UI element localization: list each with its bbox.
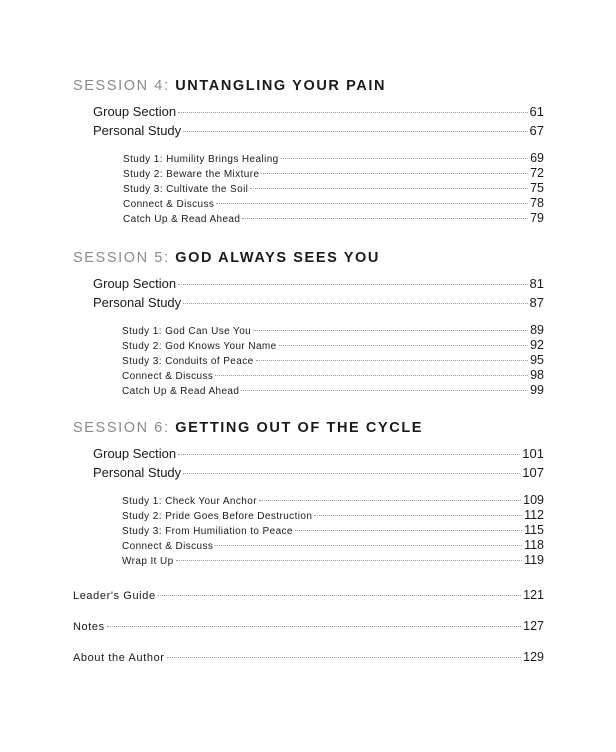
toc-entry-s5-study-2[interactable] (122, 338, 544, 354)
toc-page-number: 112 (524, 508, 544, 522)
toc-entry-label: Notes (73, 621, 105, 633)
toc-entry-about-the-author[interactable] (73, 650, 544, 666)
toc-entry-label: Group Section (93, 104, 177, 119)
dot-leader (279, 345, 528, 346)
toc-entry-label: Study 3: Cultivate the Soil (123, 184, 249, 195)
toc-entry-s4-catch-up[interactable] (123, 211, 544, 227)
toc-entry-s6-study-2[interactable] (122, 508, 544, 524)
toc-page-number: 89 (530, 323, 544, 337)
toc-page-number: 72 (530, 166, 544, 180)
dot-leader (281, 158, 528, 159)
dot-leader (183, 473, 520, 474)
toc-entry-label: Group Section (93, 446, 177, 461)
dot-leader (178, 454, 520, 455)
dot-leader (178, 112, 527, 113)
dot-leader (183, 303, 527, 304)
toc-entry-notes[interactable] (73, 619, 544, 635)
toc-entry-s4-connect-discuss[interactable] (123, 196, 544, 212)
dot-leader (158, 595, 521, 596)
toc-page-number: 107 (522, 465, 544, 480)
toc-entry-label: Study 3: Conduits of Peace (122, 356, 254, 367)
toc-entry-label: Leader's Guide (73, 590, 156, 602)
toc-entry-s4-personal-study[interactable] (93, 123, 544, 139)
toc-page-number: 99 (530, 383, 544, 397)
session-5-heading (73, 249, 553, 267)
session-6-prefix: SESSION 6: (73, 420, 170, 436)
toc-page-number: 121 (523, 588, 544, 602)
session-6-heading (73, 419, 553, 437)
toc-page-number: 127 (523, 619, 544, 633)
toc-entry-label: Connect & Discuss (122, 541, 214, 552)
session-5-prefix: SESSION 5: (73, 250, 170, 266)
toc-entry-s5-catch-up[interactable] (122, 383, 544, 399)
dot-leader (241, 390, 528, 391)
dot-leader (216, 203, 528, 204)
toc-page-number: 109 (523, 493, 544, 507)
dot-leader (261, 173, 528, 174)
toc-entry-label: Study 2: God Knows Your Name (122, 341, 277, 352)
session-4-prefix: SESSION 4: (73, 78, 170, 94)
toc-entry-label: Personal Study (93, 123, 182, 138)
toc-page-number: 79 (530, 211, 544, 225)
toc-page-number: 92 (530, 338, 544, 352)
dot-leader (215, 375, 528, 376)
toc-page-number: 75 (530, 181, 544, 195)
toc-page-number: 67 (529, 123, 544, 138)
toc-page-number: 95 (530, 353, 544, 367)
dot-leader (259, 500, 521, 501)
dot-leader (176, 560, 522, 561)
toc-entry-label: Catch Up & Read Ahead (123, 214, 241, 225)
toc-page-number: 69 (530, 151, 544, 165)
toc-entry-label: Personal Study (93, 295, 182, 310)
session-5-title: GOD ALWAYS SEES YOU (175, 250, 380, 266)
toc-page-number: 78 (530, 196, 544, 210)
session-4-title: UNTANGLING YOUR PAIN (175, 78, 387, 94)
toc-entry-label: Wrap It Up (122, 556, 174, 567)
toc-entry-s4-study-3[interactable] (123, 181, 544, 197)
toc-page-number: 87 (529, 295, 544, 310)
toc-entry-s6-group-section[interactable] (93, 446, 544, 462)
toc-entry-label: About the Author (73, 652, 165, 664)
toc-page-number: 115 (524, 523, 544, 537)
dot-leader (215, 545, 522, 546)
dot-leader (107, 626, 521, 627)
toc-entry-s6-study-1[interactable] (122, 493, 544, 509)
toc-entry-s4-group-section[interactable] (93, 104, 544, 120)
toc-entry-s6-study-3[interactable] (122, 523, 544, 539)
toc-entry-s5-connect-discuss[interactable] (122, 368, 544, 384)
session-4-heading (73, 77, 553, 95)
toc-entry-label: Study 2: Beware the Mixture (123, 169, 260, 180)
dot-leader (178, 284, 527, 285)
toc-entry-label: Study 3: From Humiliation to Peace (122, 526, 293, 537)
toc-entry-label: Connect & Discuss (122, 371, 214, 382)
toc-entry-s5-personal-study[interactable] (93, 295, 544, 311)
toc-page-number: 101 (522, 446, 544, 461)
toc-entry-s5-study-1[interactable] (122, 323, 544, 339)
dot-leader (250, 188, 528, 189)
dot-leader (295, 530, 522, 531)
dot-leader (256, 360, 529, 361)
toc-entry-label: Connect & Discuss (123, 199, 215, 210)
toc-entry-label: Study 1: Humility Brings Healing (123, 154, 279, 165)
toc-entry-s4-study-2[interactable] (123, 166, 544, 182)
toc-entry-label: Personal Study (93, 465, 182, 480)
toc-page-number: 129 (523, 650, 544, 664)
toc-entry-label: Group Section (93, 276, 177, 291)
dot-leader (314, 515, 522, 516)
toc-entry-s6-personal-study[interactable] (93, 465, 544, 481)
toc-entry-s6-wrap-it-up[interactable] (122, 553, 544, 569)
toc-page-number: 61 (529, 104, 544, 119)
toc-entry-s6-connect-discuss[interactable] (122, 538, 544, 554)
toc-entry-label: Study 2: Pride Goes Before Destruction (122, 511, 313, 522)
dot-leader (253, 330, 528, 331)
dot-leader (242, 218, 528, 219)
toc-entry-s5-group-section[interactable] (93, 276, 544, 292)
toc-entry-s5-study-3[interactable] (122, 353, 544, 369)
toc-entry-label: Study 1: Check Your Anchor (122, 496, 257, 507)
toc-entry-leaders-guide[interactable] (73, 588, 544, 604)
session-6-title: GETTING OUT OF THE CYCLE (175, 420, 424, 436)
dot-leader (183, 131, 527, 132)
toc-page-number: 98 (530, 368, 544, 382)
toc-page-number: 81 (529, 276, 544, 291)
toc-page-number: 119 (524, 553, 544, 567)
toc-entry-label: Study 1: God Can Use You (122, 326, 252, 337)
dot-leader (167, 657, 522, 658)
toc-entry-s4-study-1[interactable] (123, 151, 544, 167)
toc-page-number: 118 (524, 538, 544, 552)
toc-entry-label: Catch Up & Read Ahead (122, 386, 240, 397)
